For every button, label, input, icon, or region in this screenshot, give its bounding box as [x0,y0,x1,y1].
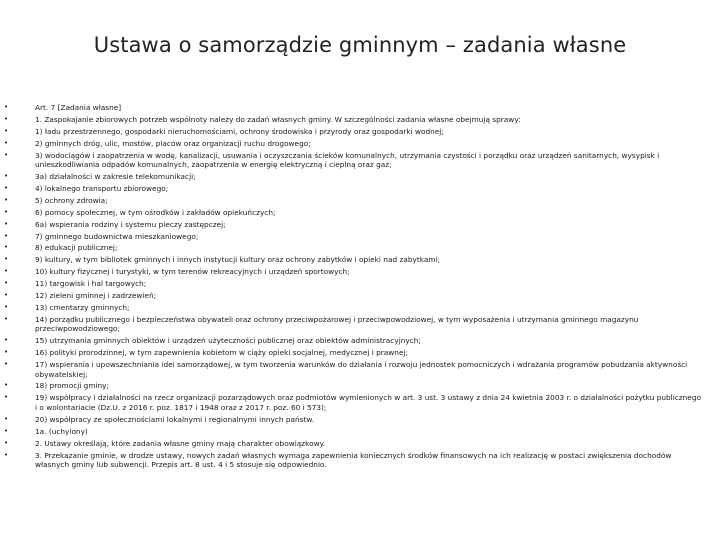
list-item-text: 5) ochrony zdrowia; [35,195,108,205]
list-item-text: 11) targowisk i hal targowych; [35,279,147,289]
list-item [4,103,704,113]
list-item-text: Art. 7 [Zadania własne] [35,103,122,112]
bullet-icon: • [4,172,9,181]
list-item-text: 3. Przekazanie gminie, w drodze ustawy, nowych zadań własnych wymaga zapewnienia koniecznych środków finansowych na ich realizację w postaci zwiększenia dochodów własnych gminy lub subwencji. Przepis art. 8 ust. 4 i 5 stosuje się odpowiednio. [35,450,672,470]
list-item-text: 3) wodociągów i zaopatrzenia w wodę, kanalizacji, usuwania i oczyszczania ścieków komunalnych, utrzymania czystości i porządku oraz urządzeń sanitarnych, wysypisk i unieszkodliwiania odpadów komunalnych, zaopatrzenia w energię elektryczną i cieplną oraz gaz; [35,150,660,170]
bullet-icon: • [4,438,9,447]
list-item [4,336,704,346]
list-item [4,115,704,125]
bullet-icon: • [4,150,9,159]
bullet-icon: • [4,207,9,216]
list-item-text: 14) porządku publicznego i bezpieczeństwa obywateli oraz ochrony przeciwpożarowej i przeciwpowodziowej, w tym wyposażenia i utrzymania gminnego magazynu przeciwpowodziowego; [35,314,639,334]
bullet-list [4,103,704,472]
list-item-text: 6a) wspierania rodziny i systemu pieczy zastępczej; [35,219,226,229]
list-item [4,232,704,242]
list-item [4,267,704,277]
list-item [4,243,704,253]
list-item-text: 18) promocji gminy; [35,381,109,391]
slide-title: Ustawa o samorządzie gminnym – zadania własne [93,33,627,57]
list-item [4,255,704,265]
list-item-text: 2. Ustawy określają, które zadania własne gminy mają charakter obowiązkowy. [35,438,326,448]
bullet-icon: • [4,302,9,311]
list-item-text: 20) współpracy ze społecznościami lokalnymi i regionalnymi innych państw. [35,414,315,424]
bullet-icon: • [4,314,9,323]
bullet-icon: • [4,393,9,402]
list-item-text: 6) pomocy społecznej, w tym ośrodków i zakładów opiekuńczych; [35,207,276,217]
bullet-icon: • [4,426,9,435]
list-item [4,439,704,449]
list-item [4,427,704,437]
bullet-icon: • [4,290,9,299]
bullet-icon: • [4,103,9,111]
list-item [4,220,704,230]
bullet-icon: • [4,243,9,252]
list-item-text: 7) gminnego budownictwa mieszkaniowego; [35,231,199,241]
list-item [4,303,704,313]
list-item [4,139,704,149]
list-item [4,348,704,358]
list-item [4,127,704,137]
list-item-text: 1. Zaspokajanie zbiorowych potrzeb wspólnoty należy do zadań własnych gminy. W szczególności zadania własne obejmują sprawy: [35,114,521,124]
bullet-icon: • [4,138,9,147]
bullet-icon: • [4,450,9,459]
list-item [4,381,704,391]
list-item-text: 3a) działalności w zakresie telekomunikacji; [35,172,196,182]
list-item [4,184,704,194]
bullet-icon: • [4,381,9,390]
list-item [4,172,704,182]
list-item [4,279,704,289]
list-item-text: 10) kultury fizycznej i turystyki, w tym terenów rekreacyjnych i urządzeń sportowych; [35,267,350,277]
list-item-text: 19) współpracy i działalności na rzecz organizacji pozarządowych oraz podmiotów wymienionych w art. 3 ust. 3 ustawy z dnia 24 kwietnia 2003 r. o działalności pożytku publicznego i o wolontariacie (Dz.U. z 2016 r. poz. 1817 i 1948 oraz z 2017 r. poz. 60 i 573); [35,393,701,412]
bullet-icon: • [4,336,9,345]
list-item [4,315,704,334]
list-item [4,393,704,412]
list-item-text: 16) polityki prorodzinnej, w tym zapewnienia kobietom w ciąży opieki socjalnej, medycznej i prawnej; [35,348,408,358]
bullet-icon: • [4,126,9,135]
list-item [4,451,704,470]
bullet-icon: • [4,279,9,288]
list-item-text: 15) utrzymania gminnych obiektów i urządzeń użyteczności publicznej oraz obiektów administracyjnych; [35,336,421,346]
bullet-icon: • [4,195,9,204]
list-item-text: 1) ładu przestrzennego, gospodarki nieruchomościami, ochrony środowiska i przyrody oraz gospodarki wodnej; [35,126,444,136]
list-item-text: 12) zieleni gminnej i zadrzewień; [35,290,157,300]
bullet-icon: • [4,414,9,423]
bullet-icon: • [4,267,9,276]
list-item-text: 9) kultury, w tym bibliotek gminnych i innych instytucji kultury oraz ochrony zabytków i opieki nad zabytkami; [35,255,440,265]
list-item-text: 13) cmentarzy gminnych; [35,302,130,312]
list-item-text: 17) wspierania i upowszechniania idei samorządowej, w tym tworzenia warunków do działania i rozwoju jednostek pomocniczych i wdrażania programów pobudzania aktywności obywatelskiej; [35,360,688,379]
list-item [4,415,704,425]
list-item-text: 1a. (uchylony) [35,426,88,436]
list-item [4,151,704,170]
bullet-icon: • [4,255,9,264]
bullet-icon: • [4,219,9,228]
bullet-icon: • [4,183,9,192]
bullet-icon: • [4,360,9,368]
list-item-text: 2) gminnych dróg, ulic, mostów, placów oraz organizacji ruchu drogowego; [35,138,311,148]
bullet-icon: • [4,231,9,240]
list-item [4,291,704,301]
bullet-icon: • [4,348,9,357]
list-item-text: 8) edukacji publicznej; [35,243,118,253]
list-item [4,208,704,218]
list-item [4,196,704,206]
list-item-text: 4) lokalnego transportu zbiorowego; [35,183,169,193]
bullet-icon: • [4,114,9,123]
list-item [4,360,704,379]
